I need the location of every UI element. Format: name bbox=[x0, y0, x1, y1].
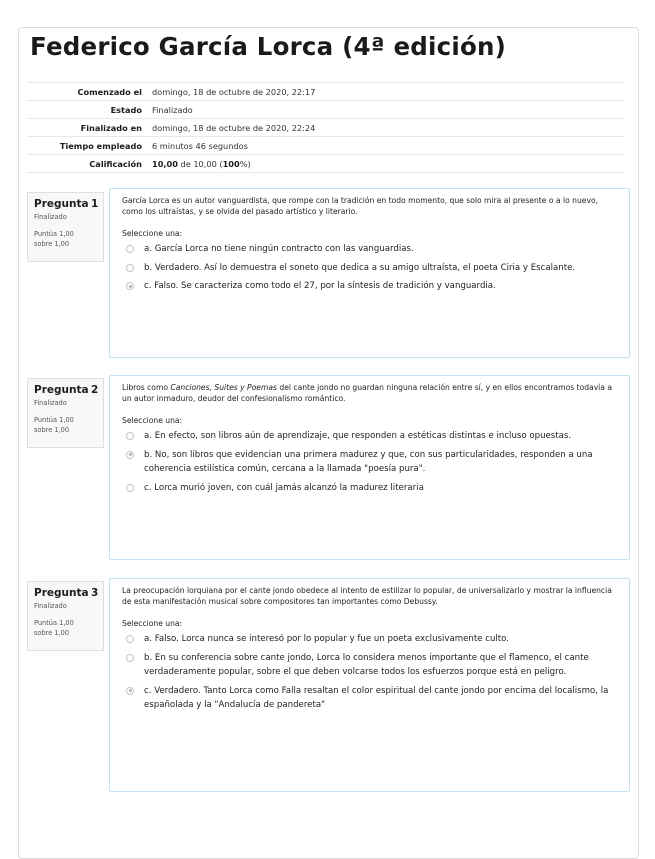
answer-text: c. Lorca murió joven, con cuál jamás alcanzó la madurez literaria bbox=[144, 482, 424, 493]
question-1-content bbox=[109, 188, 630, 358]
question-label: Pregunta bbox=[34, 384, 89, 396]
question-grade: Puntúa 1,00 sobre 1,00 bbox=[34, 619, 74, 637]
answer-text: b. En su conferencia sobre cante jondo, Lorca lo considera menos importante que el flamenco, el cante verdaderamente popular, sobre el que deben volcarse todos los esfuerzos porque está en peligro. bbox=[144, 652, 589, 677]
question-label: Pregunta bbox=[34, 198, 89, 210]
answer-text: b. No, son libros que evidencian una primera madurez y que, con sus particularidades, responden a una coherencia estilística común, cercana a la llamada "poesía pura". bbox=[144, 449, 593, 474]
answer-option[interactable] bbox=[122, 632, 619, 647]
answer-option[interactable] bbox=[122, 651, 619, 680]
quiz-review-page bbox=[18, 27, 639, 859]
summary-label: Tiempo empleado bbox=[59, 140, 142, 151]
answer-option[interactable] bbox=[122, 481, 619, 496]
summary-row bbox=[27, 83, 625, 101]
answer-option[interactable] bbox=[122, 279, 619, 294]
summary-value: Finalizado bbox=[152, 104, 193, 115]
answer-text: a. Falso. Lorca nunca se interesó por lo popular y fue un poeta exclusivamente culto. bbox=[144, 634, 509, 644]
grade-score: 10,00 bbox=[152, 158, 178, 169]
radio-button-selected[interactable] bbox=[126, 451, 134, 459]
book-titles: Canciones, Suites y Poemas bbox=[170, 383, 277, 392]
question-text: García Lorca es un autor vanguardista, que rompe con la tradición en todo momento, que solo mira al presente o a lo nuevo, como los ultraístas, y se olvida del pasado artístico y literario. bbox=[122, 196, 599, 216]
summary-label: Estado bbox=[110, 104, 142, 115]
question-number: Pregunta 2 bbox=[34, 384, 99, 396]
summary-label: Calificación bbox=[89, 158, 142, 169]
question-state: Finalizado bbox=[34, 602, 67, 610]
radio-button-selected[interactable] bbox=[126, 282, 134, 290]
radio-button[interactable] bbox=[126, 264, 134, 272]
answer-option[interactable] bbox=[122, 684, 619, 713]
question-3-content bbox=[109, 578, 630, 792]
grade-total: de 10,00 ( bbox=[177, 158, 223, 169]
summary-value: 6 minutos 46 segundos bbox=[152, 140, 248, 151]
radio-button[interactable] bbox=[126, 245, 134, 253]
question-number: Pregunta 1 bbox=[34, 198, 99, 210]
question-grade: Puntúa 1,00 sobre 1,00 bbox=[34, 416, 74, 434]
question-number: Pregunta 3 bbox=[34, 587, 99, 599]
answer-text: a. En efecto, son libros aún de aprendizaje, que responden a estéticas distintas e incluso opuestas. bbox=[144, 431, 572, 441]
question-text: La preocupación lorquiana por el cante jondo obedece al intento de estilizar lo popular, de universalizarlo y mostrar la influencia de esta manifestación musical sobre compositores tan importantes como Debussy. bbox=[122, 586, 612, 606]
radio-button[interactable] bbox=[126, 635, 134, 643]
answer-text: c. Verdadero. Tanto Lorca como Falla resaltan el color espiritual del cante jondo por encima del localismo, la españolada y la "Andalucía de pandereta" bbox=[144, 685, 609, 710]
summary-row bbox=[27, 101, 625, 119]
answer-option[interactable] bbox=[122, 242, 619, 257]
summary-label: Comenzado el bbox=[77, 86, 142, 97]
grade-percent-suffix: %) bbox=[239, 158, 251, 169]
summary-row bbox=[27, 119, 625, 137]
question-label: Pregunta bbox=[34, 587, 89, 599]
radio-button[interactable] bbox=[126, 432, 134, 440]
question-grade: Puntúa 1,00 sobre 1,00 bbox=[34, 230, 74, 248]
answer-text: b. Verdadero. Así lo demuestra el soneto que dedica a su amigo ultraísta, el poeta Ciria y Escalante. bbox=[144, 262, 576, 273]
attempt-summary-table bbox=[27, 82, 625, 173]
grade-percent: 100 bbox=[222, 158, 240, 169]
answer-text: a. García Lorca no tiene ningún contracto con las vanguardias. bbox=[144, 244, 414, 254]
page-title: Federico García Lorca (4ª edición) bbox=[30, 32, 507, 61]
answer-prompt: Seleccione una: bbox=[122, 619, 183, 628]
answer-prompt: Seleccione una: bbox=[122, 416, 183, 425]
summary-value: domingo, 18 de octubre de 2020, 22:24 bbox=[152, 122, 316, 133]
grade-value bbox=[152, 155, 625, 173]
answer-option[interactable] bbox=[122, 261, 619, 276]
answer-text: c. Falso. Se caracteriza como todo el 27, por la síntesis de tradición y vanguardia. bbox=[144, 281, 496, 291]
question-2-info bbox=[27, 378, 104, 448]
summary-row bbox=[27, 155, 625, 173]
question-1-info bbox=[27, 192, 104, 262]
summary-row bbox=[27, 137, 625, 155]
answer-option[interactable] bbox=[122, 448, 619, 477]
radio-button-selected[interactable] bbox=[126, 687, 134, 695]
question-text: Libros como Canciones, Suites y Poemas del cante jondo no guardan ninguna relación entre sí, y en ellos encontramos todavía a un autor inmaduro, deudor del confesionalismo romántico. bbox=[122, 383, 613, 403]
question-state: Finalizado bbox=[34, 213, 67, 221]
question-3-info bbox=[27, 581, 104, 651]
question-2-content bbox=[109, 375, 630, 560]
radio-button[interactable] bbox=[126, 654, 134, 662]
answer-option[interactable] bbox=[122, 429, 619, 444]
question-state: Finalizado bbox=[34, 399, 67, 407]
summary-label: Finalizado en bbox=[80, 122, 142, 133]
summary-value: domingo, 18 de octubre de 2020, 22:17 bbox=[152, 86, 316, 97]
radio-button[interactable] bbox=[126, 484, 134, 492]
answer-prompt: Seleccione una: bbox=[122, 229, 183, 238]
